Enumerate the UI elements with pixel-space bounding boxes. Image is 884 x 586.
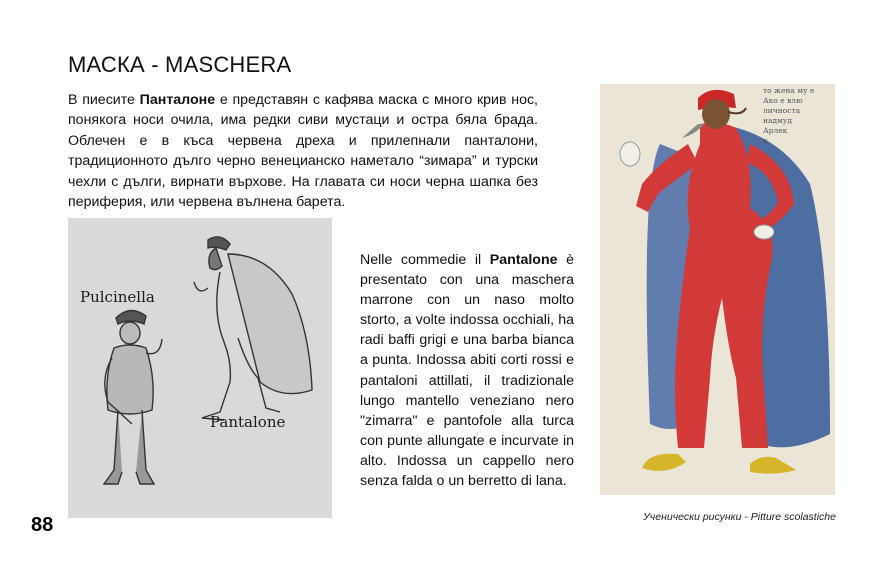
pencil-sketch-image (68, 218, 332, 518)
image-caption: Ученически рисунки - Pitture scolastiche (643, 511, 836, 523)
it-text-bold-name: Pantalone (489, 252, 558, 268)
label-pantalone: Pantalone (210, 413, 286, 431)
bulgarian-description (68, 90, 538, 212)
page-number: 88 (31, 514, 54, 536)
page-title: МАСКА - MASCHERA (68, 52, 292, 77)
label-pulcinella: Pulcinella (80, 288, 155, 306)
painting-handwritten-notes: то жена му е Ако е влю личностa надмуд Арлек к (763, 86, 815, 145)
watercolor-painting-image (600, 84, 835, 495)
sketch-drawing (68, 218, 332, 518)
italian-description (360, 250, 574, 491)
it-text-start: Nelle commedie il (360, 252, 490, 268)
it-text-rest: è presentato con una maschera marrone con un naso molto storto, a volte indossa occhiali, ha radi baffi grigi e una barba bianca a punta. Indossa abiti corti rossi e pantaloni attillati, il tradizionale lungo mantello veneziano nero "zimarra" e pantofole alla turca con punte allungate e incurvate in alto. Indossa un cappello nero senza falda o un berretto di lana. (360, 252, 574, 490)
bg-text-start: В пиесите (68, 92, 140, 108)
bg-text-bold-name: Панталоне (139, 92, 216, 108)
bg-text-rest: е представян с кафява маска с много крив нос, понякога носи очила, има редки сиви мустаци и остра бяла брада. Облечен е в къса червена дреха и прилепнали панталони, традиционното дълго черно венецианско наметало “зимара” и турски чехли с дълги, вирнати върхове. На главата си носи черна шапка без периферия, или червена вълнена барета. (68, 92, 538, 211)
